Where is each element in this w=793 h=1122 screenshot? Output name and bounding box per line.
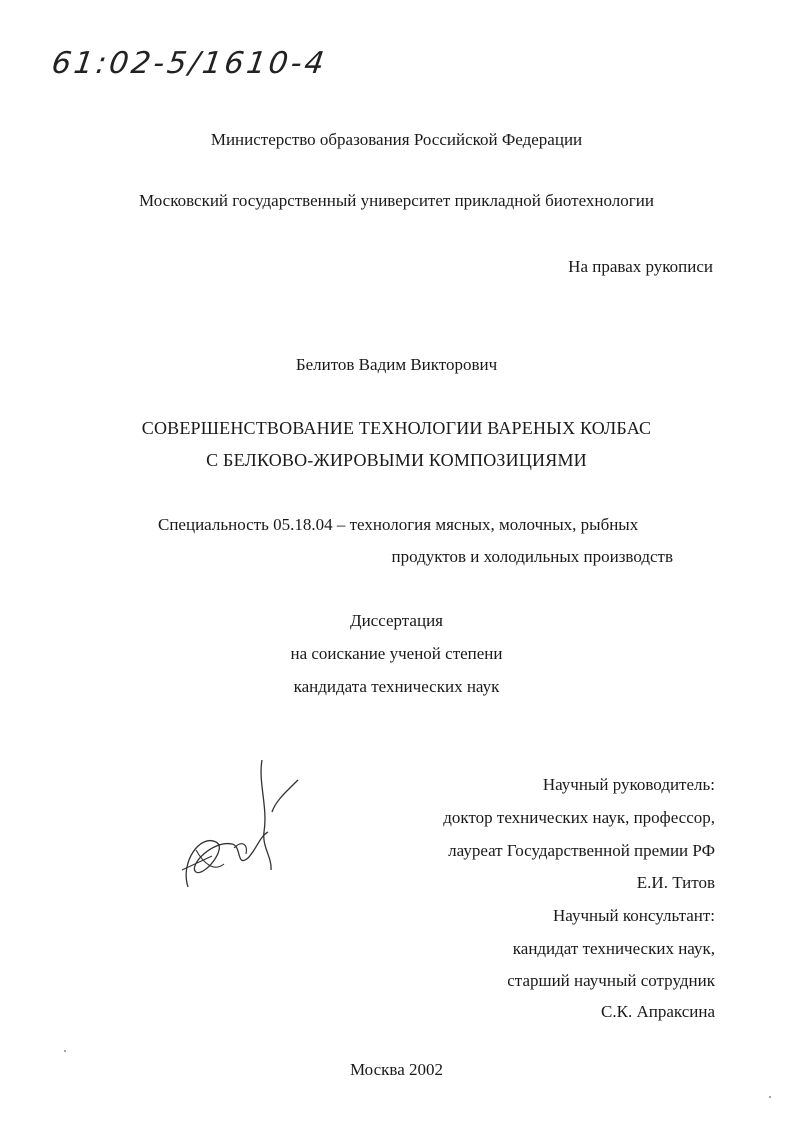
author-name: Белитов Вадим Викторович	[295, 355, 498, 374]
supervisor-name: Е.И. Титов	[636, 873, 715, 892]
dissertation-label: Диссертация	[349, 611, 443, 630]
specialty-line-1: Специальность 05.18.04 – технология мясных, молочных, рыбных	[158, 515, 639, 534]
consultant-degree: кандидат технических наук,	[512, 939, 715, 958]
consultant-role: Научный консультант:	[553, 906, 715, 925]
archive-number: 61:02-5/1610-4	[49, 46, 330, 81]
thesis-title-line-1: СОВЕРШЕНСТВОВАНИЕ ТЕХНОЛОГИИ ВАРЕНЫХ КОЛБАС	[141, 418, 652, 438]
candidate-line: кандидата технических наук	[293, 677, 500, 696]
degree-line: на соискание ученой степени	[290, 644, 503, 663]
scan-speck	[769, 1096, 771, 1098]
ministry-line: Министерство образования Российской Федерации	[210, 130, 583, 149]
manuscript-note: На правах рукописи	[568, 257, 713, 276]
thesis-title-line-2: С БЕЛКОВО-ЖИРОВЫМИ КОМПОЗИЦИЯМИ	[206, 450, 587, 470]
city-year-footer: Москва 2002	[349, 1060, 444, 1079]
signature-scribble-icon	[176, 752, 306, 902]
scan-speck	[64, 1050, 66, 1052]
supervisor-role: Научный руководитель:	[542, 775, 715, 794]
consultant-name: С.К. Апраксина	[601, 1002, 715, 1021]
university-line: Московский государственный университет прикладной биотехнологии	[139, 191, 654, 210]
supervisor-degree: доктор технических наук, профессор,	[443, 808, 715, 827]
supervisor-award: лауреат Государственной премии РФ	[448, 841, 715, 860]
consultant-position: старший научный сотрудник	[507, 971, 715, 990]
specialty-line-2: продуктов и холодильных производств	[391, 547, 673, 566]
